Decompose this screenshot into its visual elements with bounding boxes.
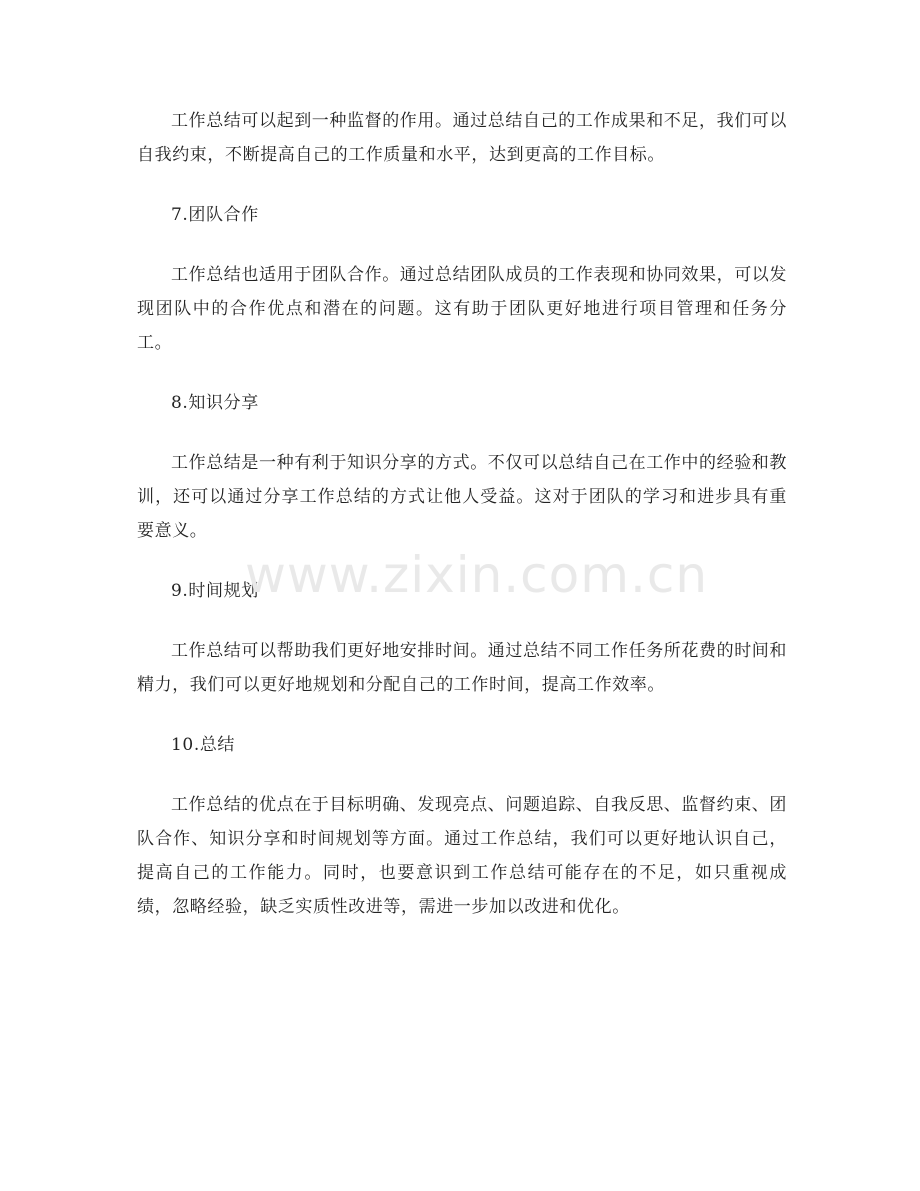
watermark: www.zixin.com.cn <box>245 546 709 604</box>
paragraph-supervision: 工作总结可以起到一种监督的作用。通过总结自己的工作成果和不足，我们可以自我约束，不断提高自己的工作质量和水平，达到更高的工作目标。 <box>137 111 787 165</box>
document-body <box>137 104 787 950</box>
heading-knowledge-sharing: 8.知识分享 <box>171 393 259 413</box>
heading-time-planning: 9.时间规划 <box>171 581 259 601</box>
paragraph-summary: 工作总结的优点在于目标明确、发现亮点、问题追踪、自我反思、监督约束、团队合作、知识分享和时间规划等方面。通过工作总结，我们可以更好地认识自己，提高自己的工作能力。同时，也要意识到工作总结可能存在的不足，如只重视成绩，忽略经验，缺乏实质性改进等，需进一步加以改进和优化。 <box>137 795 787 917</box>
heading-summary: 10.总结 <box>171 735 236 755</box>
paragraph-time-planning: 工作总结可以帮助我们更好地安排时间。通过总结不同工作任务所花费的时间和精力，我们可以更好地规划和分配自己的工作时间，提高工作效率。 <box>137 641 787 695</box>
paragraph-knowledge-sharing: 工作总结是一种有利于知识分享的方式。不仅可以总结自己在工作中的经验和教训，还可以通过分享工作总结的方式让他人受益。这对于团队的学习和进步具有重要意义。 <box>137 453 787 541</box>
heading-team-cooperation: 7.团队合作 <box>171 205 259 225</box>
paragraph-team-cooperation: 工作总结也适用于团队合作。通过总结团队成员的工作表现和协同效果，可以发现团队中的合作优点和潜在的问题。这有助于团队更好地进行项目管理和任务分工。 <box>137 265 787 353</box>
